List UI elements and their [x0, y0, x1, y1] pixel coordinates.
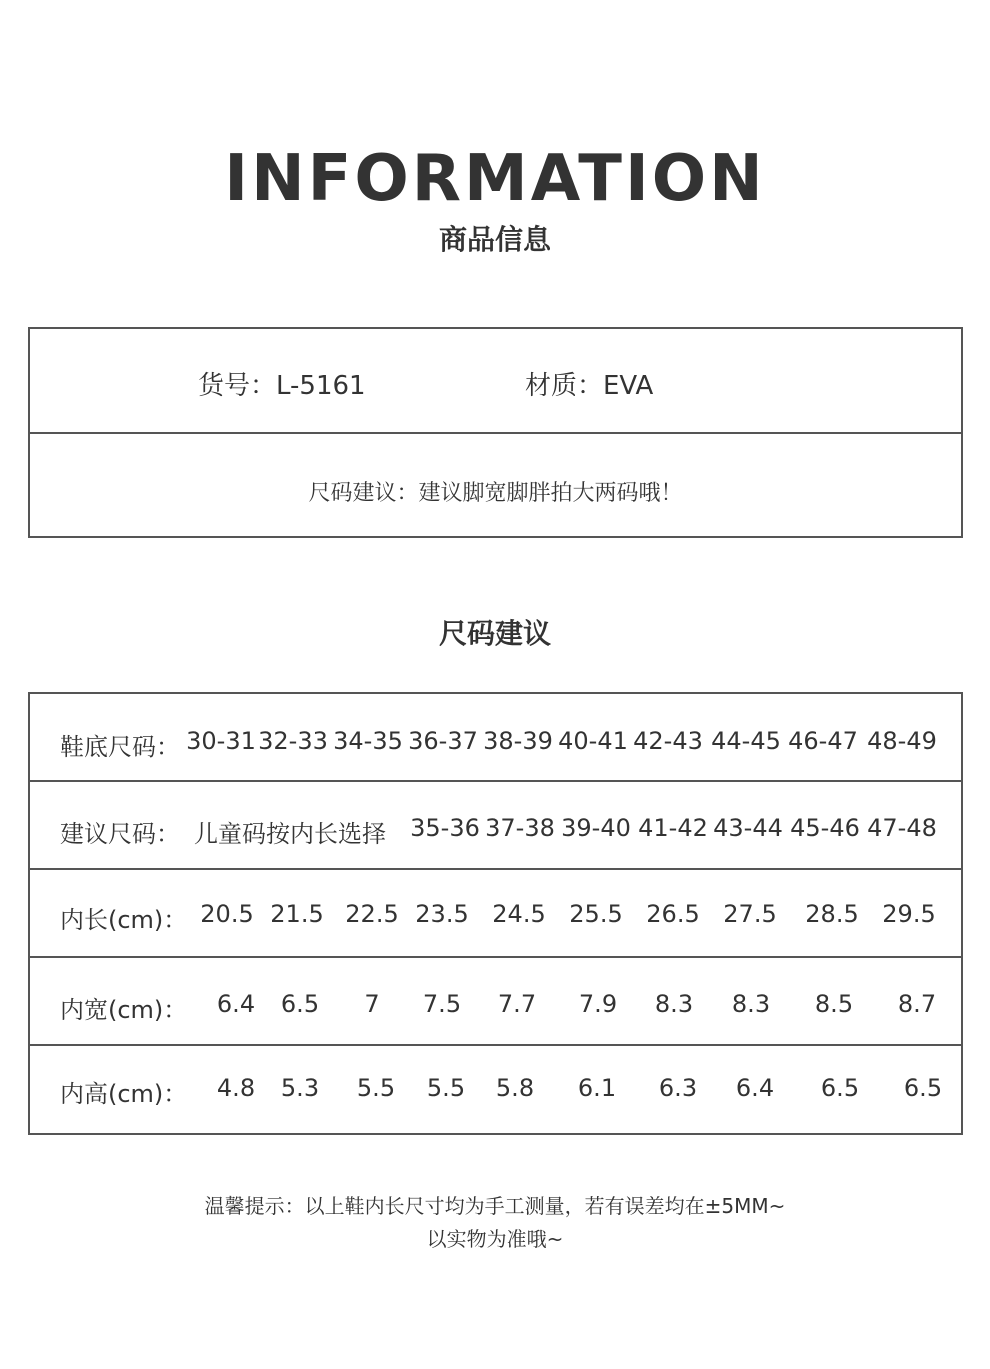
row-label: 内宽(cm)： [60, 996, 188, 1024]
page-subtitle: 商品信息 [438, 223, 551, 256]
table-row-inner-length [30, 870, 961, 958]
table-cell: 7.5 [422, 990, 462, 1018]
material: 材质：EVA [525, 371, 654, 401]
table-row-sole-size [30, 694, 961, 782]
table-cell: 儿童码按内长选择 [194, 820, 386, 848]
row-label: 鞋底尺码： [60, 733, 180, 761]
table-cell: 28.5 [805, 900, 859, 928]
table-cell: 7.7 [497, 990, 537, 1018]
table-cell: 32-33 [258, 727, 328, 755]
table-cell: 47-48 [867, 814, 937, 842]
size-tip: 尺码建议：建议脚宽脚胖拍大两码哦！ [308, 481, 683, 506]
table-cell: 5.5 [426, 1074, 466, 1102]
table-cell: 7.9 [578, 990, 618, 1018]
table-cell: 22.5 [345, 900, 399, 928]
table-cell: 30-31 [186, 727, 256, 755]
row-label: 内长(cm)： [60, 906, 188, 934]
table-cell: 26.5 [646, 900, 700, 928]
table-cell: 27.5 [723, 900, 777, 928]
table-cell: 38-39 [483, 727, 553, 755]
table-cell: 42-43 [633, 727, 703, 755]
table-cell: 6.5 [280, 990, 320, 1018]
table-cell: 6.3 [658, 1074, 698, 1102]
product-info-box [28, 327, 963, 538]
table-cell: 23.5 [415, 900, 469, 928]
table-cell: 5.8 [495, 1074, 535, 1102]
table-cell: 37-38 [485, 814, 555, 842]
page-title: INFORMATION [224, 142, 766, 216]
item-number: 货号：L-5161 [198, 371, 366, 401]
size-section-title: 尺码建议 [438, 617, 551, 650]
table-cell: 5.3 [280, 1074, 320, 1102]
table-cell: 6.4 [735, 1074, 775, 1102]
table-cell: 29.5 [882, 900, 936, 928]
table-row-inner-width [30, 958, 961, 1046]
row-label: 内高(cm)： [60, 1080, 188, 1108]
table-cell: 45-46 [790, 814, 860, 842]
table-cell: 36-37 [408, 727, 478, 755]
table-cell: 8.5 [814, 990, 854, 1018]
table-cell: 5.5 [356, 1074, 396, 1102]
table-cell: 34-35 [333, 727, 403, 755]
row-label: 建议尺码： [60, 820, 180, 848]
table-cell: 8.7 [897, 990, 937, 1018]
note-line-2: 以实物为准哦~ [426, 1227, 564, 1251]
table-row-suggested-size [30, 782, 961, 870]
table-cell: 39-40 [561, 814, 631, 842]
table-cell: 48-49 [867, 727, 937, 755]
table-cell: 21.5 [270, 900, 324, 928]
table-cell: 4.8 [216, 1074, 256, 1102]
note-line-1: 温馨提示：以上鞋内长尺寸均为手工测量，若有误差均在±5MM~ [204, 1194, 786, 1218]
table-cell: 44-45 [711, 727, 781, 755]
table-cell: 35-36 [410, 814, 480, 842]
table-cell: 41-42 [638, 814, 708, 842]
product-info-row [30, 329, 961, 434]
table-cell: 8.3 [654, 990, 694, 1018]
table-cell: 40-41 [558, 727, 628, 755]
table-cell: 6.5 [820, 1074, 860, 1102]
table-cell: 8.3 [731, 990, 771, 1018]
size-table [28, 692, 963, 1135]
table-cell: 6.5 [903, 1074, 943, 1102]
table-cell: 7 [364, 990, 380, 1018]
table-row-inner-height [30, 1046, 961, 1134]
table-cell: 6.1 [577, 1074, 617, 1102]
table-cell: 24.5 [492, 900, 546, 928]
table-cell: 43-44 [713, 814, 783, 842]
table-cell: 25.5 [569, 900, 623, 928]
table-cell: 46-47 [788, 727, 858, 755]
table-cell: 6.4 [216, 990, 256, 1018]
table-cell: 20.5 [200, 900, 254, 928]
